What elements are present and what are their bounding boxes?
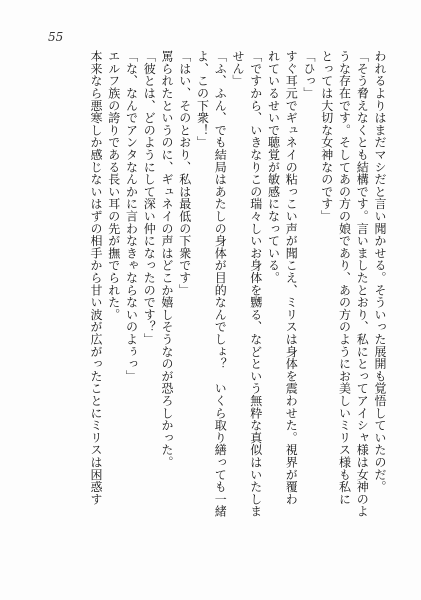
text-line: 「はい、そのとおり、私は最低の下衆です」	[177, 50, 192, 296]
text-line: エルフ族の誇りである長い耳の先が撫でられた。	[106, 50, 121, 321]
text-line: われるよりはまだマシだと言い聞かせる。そういった展開も覚悟していたのだ。	[373, 50, 387, 493]
text-line: 「彼とは、どのようにして深い仲になったのです？」	[142, 50, 157, 346]
text-line: すぐ耳元でギュネイの粘っこい声が聞こえ、ミリスは身体を震わせた。視界が覆わ	[284, 50, 299, 506]
body-text	[43, 50, 388, 560]
page-number: 55	[48, 30, 64, 44]
text-line: うな存在です。そしてあの方の娘であり、あの方のようにお美しいミリス様も私に	[337, 50, 352, 506]
text-line: 「ひっ」	[302, 50, 316, 100]
text-line: 本来なら悪寒しか感じないはずの相手から甘い波が広がったことにミリスは困惑す	[89, 50, 103, 506]
text-line: 「な、なんでアンタなんかに言わなきゃならないのよぅっ」	[124, 50, 139, 383]
text-line: よ、この下衆！」	[195, 50, 210, 149]
text-line: れているせいで聴覚が敏感になっている。	[266, 50, 281, 284]
text-line: 罵られたというのに、ギュネイの声はどこか嬉しそうなのが恐ろしかった。	[160, 50, 174, 469]
text-line: とっては大切な女神なのです」	[319, 50, 334, 223]
text-line: 「そう脅えなくとも結構です。言いましたとおり、私にとってアイシャ様は女神のよ	[355, 50, 370, 518]
text-line: 「ふ、ふん、でも結局はあたしの身体が目的なんでしょ？ いくら取り繕っても一緒	[213, 50, 228, 518]
text-line: せん」	[231, 50, 245, 87]
text-line: 「ですから、いきなりこの瑞々しいお身体を嬲る、などという無粋な真似はいたしま	[248, 50, 263, 518]
